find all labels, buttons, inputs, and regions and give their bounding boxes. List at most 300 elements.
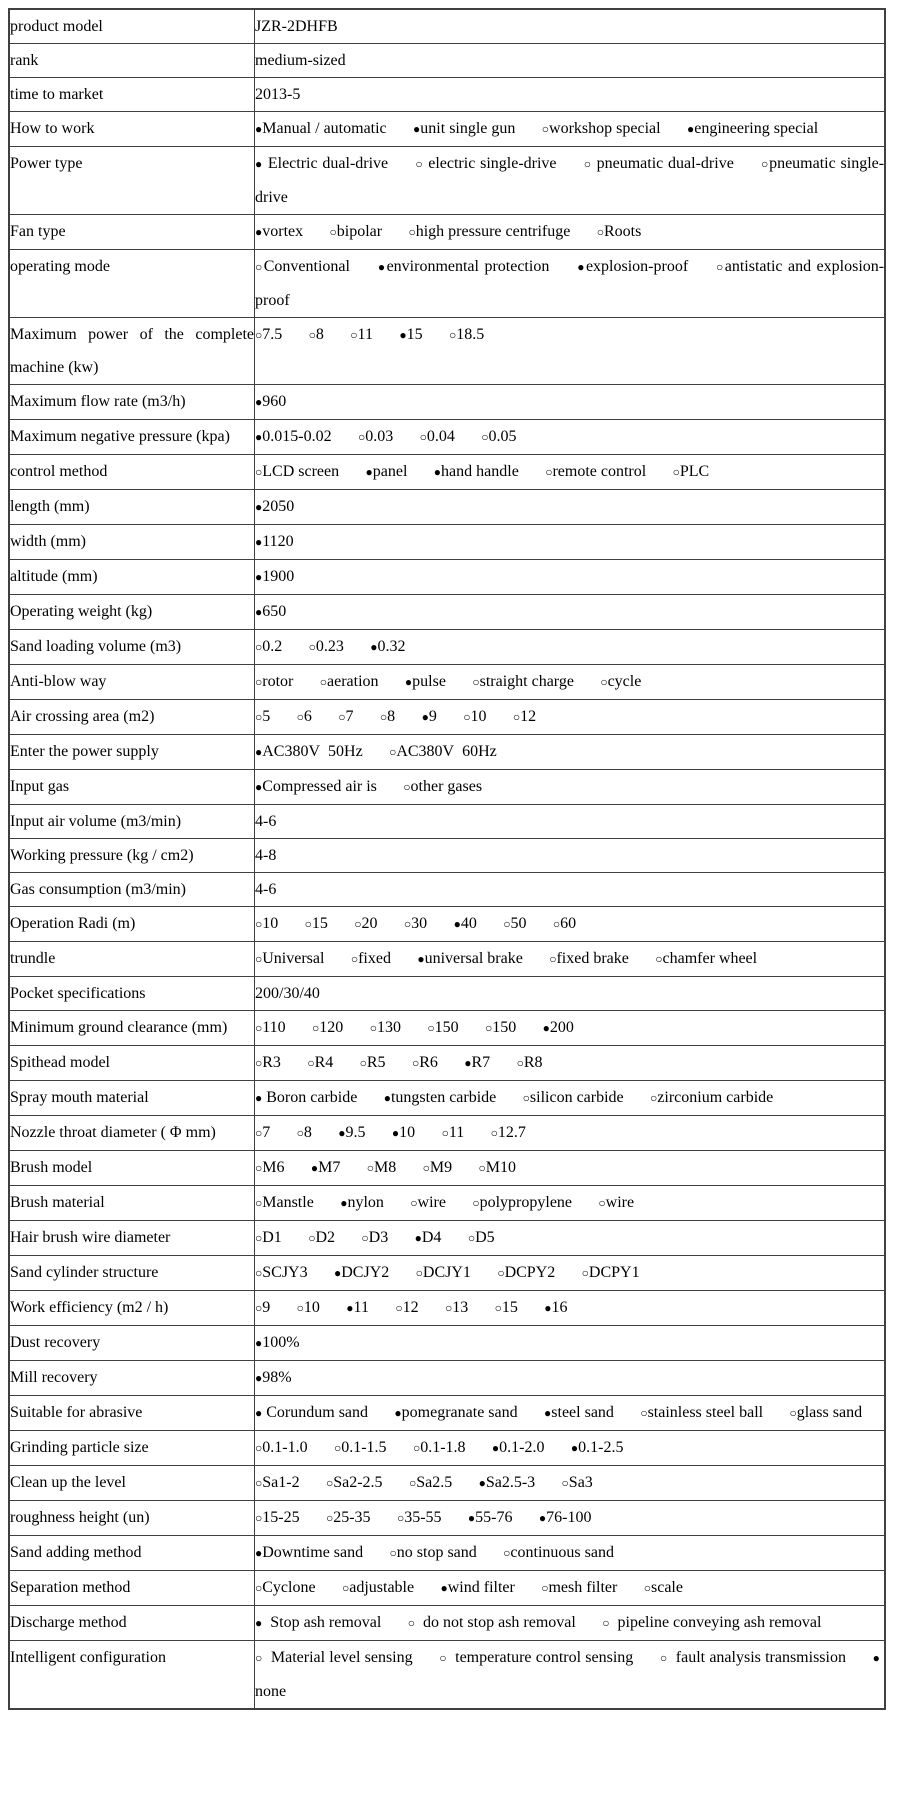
spec-value-cell [255,805,886,839]
table-row [9,1081,885,1116]
option-item [408,223,570,240]
option-label: Stop ash removal [262,1614,382,1631]
table-row [9,977,885,1011]
filled-bullet-icon: ● [255,1406,263,1420]
spec-value-cell [255,560,886,595]
spec-label-cell: Maximum power of the complete machine (kw) [9,318,255,385]
option-item [571,1439,624,1456]
option-item [358,428,393,445]
option-label: hand handle [441,463,519,480]
spec-label-cell: Maximum flow rate (m3/h) [9,385,255,420]
option-item [255,1614,381,1631]
spec-value-cell [255,1046,886,1081]
hollow-bullet-icon: ○ [602,1616,610,1630]
option-item [351,950,391,967]
filled-bullet-icon: ● [872,1651,881,1665]
table-row [9,1011,885,1046]
option-item [485,1019,516,1036]
option-label: Sa2-2.5 [333,1474,383,1491]
filled-bullet-icon: ● [255,1336,263,1350]
option-label: medium-sized [255,52,346,69]
option-item [416,1264,471,1281]
spec-value-cell [255,44,886,78]
spec-label-cell: Brush model [9,1151,255,1186]
option-item [255,950,324,967]
option-item [415,1229,442,1246]
option-label: 55-76 [475,1509,513,1526]
option-label: wire [605,1194,635,1211]
spec-value-cell [255,665,886,700]
table-row [9,595,885,630]
option-label: 5 [262,708,271,725]
hollow-bullet-icon: ○ [395,1301,403,1315]
hollow-bullet-icon: ○ [463,710,471,724]
option-item [255,86,300,103]
option-label: 0.23 [315,638,344,655]
filled-bullet-icon: ● [334,1266,342,1280]
hollow-bullet-icon: ○ [541,1581,549,1595]
option-label: 10 [303,1299,320,1316]
hollow-bullet-icon: ○ [659,1651,668,1665]
option-label: 0.2 [262,638,283,655]
option-label: fault analysis transmission [667,1649,846,1666]
hollow-bullet-icon: ○ [350,952,359,966]
hollow-bullet-icon: ○ [643,1581,651,1595]
hollow-bullet-icon: ○ [296,710,304,724]
option-item [412,1054,438,1071]
hollow-bullet-icon: ○ [255,328,263,342]
hollow-bullet-icon: ○ [255,1231,263,1245]
option-item [338,1124,365,1141]
table-row [9,1606,885,1641]
hollow-bullet-icon: ○ [325,1476,334,1490]
option-label: Roots [603,223,642,240]
option-label: temperature control sensing [446,1649,634,1666]
hollow-bullet-icon: ○ [307,1056,315,1070]
option-label: pomegranate sand [401,1404,518,1421]
spec-label-cell: altitude (mm) [9,560,255,595]
option-label: steel sand [551,1404,614,1421]
table-row [9,1186,885,1221]
spec-label-cell: Discharge method [9,1606,255,1641]
table-row [9,455,885,490]
hollow-bullet-icon: ○ [516,1056,524,1070]
spec-value-cell [255,215,886,250]
spec-value-cell [255,1221,886,1256]
option-item [378,258,550,275]
option-label: 13 [452,1299,469,1316]
filled-bullet-icon: ● [538,1511,547,1525]
option-item [503,1544,614,1561]
filled-bullet-icon: ● [570,1441,579,1455]
option-label: 25-35 [333,1509,371,1526]
option-item [255,568,294,585]
option-label: Electric dual-drive [263,155,389,172]
option-item [307,1054,333,1071]
option-item [255,1649,413,1666]
option-label: 0.1-1.0 [262,1439,308,1456]
option-label: 35-55 [404,1509,442,1526]
option-label: Sa3 [568,1474,593,1491]
option-item [541,1579,617,1596]
option-label: 76-100 [546,1509,592,1526]
spec-label-cell: Anti-blow way [9,665,255,700]
hollow-bullet-icon: ○ [490,1126,498,1140]
spec-value-cell [255,1361,886,1396]
table-row [9,112,885,147]
option-label: panel [372,463,408,480]
option-item [370,1019,401,1036]
table-row [9,1641,885,1710]
option-label: R5 [366,1054,386,1071]
filled-bullet-icon: ● [404,675,413,689]
filled-bullet-icon: ● [365,465,373,479]
option-item [389,743,497,760]
option-item [255,881,276,898]
filled-bullet-icon: ● [464,1056,472,1070]
filled-bullet-icon: ● [577,260,586,274]
table-row [9,1361,885,1396]
option-item [255,778,377,795]
filled-bullet-icon: ● [346,1301,354,1315]
option-item [410,1194,446,1211]
table-row [9,1396,885,1431]
spec-label-cell: product model [9,9,255,44]
option-label: 40 [460,915,477,932]
option-label: 0.04 [426,428,455,445]
table-row [9,1536,885,1571]
hollow-bullet-icon: ○ [596,225,604,239]
option-item [255,1159,284,1176]
option-label: tungsten carbide [390,1089,497,1106]
spec-value-cell [255,1641,886,1710]
hollow-bullet-icon: ○ [448,328,457,342]
option-item [687,120,818,137]
option-label: none [255,1649,885,1700]
option-label: Material level sensing [262,1649,413,1666]
option-label: unit single gun [420,120,516,137]
option-item [297,708,312,725]
option-item [255,638,282,655]
filled-bullet-icon: ● [544,1406,552,1420]
table-row [9,490,885,525]
spec-value-cell [255,942,886,977]
filled-bullet-icon: ● [338,1126,346,1140]
spec-label-cell: Input gas [9,770,255,805]
option-label: M6 [262,1159,285,1176]
spec-value-cell [255,1466,886,1501]
spec-label-cell: Enter the power supply [9,735,255,770]
spec-label-cell: Working pressure (kg / cm2) [9,839,255,873]
option-label: 9.5 [345,1124,366,1141]
table-row [9,1326,885,1361]
hollow-bullet-icon: ○ [333,1441,342,1455]
spec-value-cell [255,1501,886,1536]
option-item [255,223,303,240]
option-item [434,463,519,480]
option-item [255,915,278,932]
hollow-bullet-icon: ○ [484,1021,493,1035]
option-item [380,708,395,725]
hollow-bullet-icon: ○ [441,1126,449,1140]
spec-table [8,8,886,1710]
hollow-bullet-icon: ○ [255,1651,263,1665]
option-label: pipeline conveying ash removal [609,1614,822,1631]
option-item [255,708,270,725]
filled-bullet-icon: ● [255,500,263,514]
option-item [334,1264,389,1281]
option-label: engineering special [694,120,819,137]
option-label: JZR-2DHFB [255,18,338,35]
option-label: glass sand [796,1404,863,1421]
option-item [472,1194,572,1211]
spec-label-cell: Separation method [9,1571,255,1606]
spec-table-body [9,9,885,1709]
table-row [9,420,885,455]
filled-bullet-icon: ● [433,465,442,479]
option-label: no stop sand [396,1544,477,1561]
option-item [468,1229,495,1246]
option-item [415,155,556,172]
option-label: 12 [520,708,537,725]
option-item [367,1159,396,1176]
option-item [523,1089,624,1106]
option-item [655,950,757,967]
hollow-bullet-icon: ○ [407,1616,415,1630]
option-label: SCJY3 [262,1264,308,1281]
option-label: fixed brake [556,950,629,967]
filled-bullet-icon: ● [467,1511,476,1525]
filled-bullet-icon: ● [255,122,263,136]
table-row [9,560,885,595]
option-label: polypropylene [479,1194,573,1211]
hollow-bullet-icon: ○ [255,1581,263,1595]
option-item [255,326,282,343]
option-label: scale [650,1579,683,1596]
option-label: 15 [406,326,423,343]
table-row [9,1221,885,1256]
table-row [9,1501,885,1536]
spec-value-cell [255,1326,886,1361]
option-label: 130 [376,1019,401,1036]
option-item [463,708,486,725]
option-label: 30 [411,915,428,932]
option-label: other gases [410,778,483,795]
hollow-bullet-icon: ○ [304,917,312,931]
option-item [255,743,363,760]
option-label: remote control [552,463,647,480]
hollow-bullet-icon: ○ [472,675,480,689]
spec-label-cell: Sand loading volume (m3) [9,630,255,665]
hollow-bullet-icon: ○ [255,710,263,724]
option-label: M7 [318,1159,341,1176]
spec-label-cell: Spithead model [9,1046,255,1081]
option-label: 120 [319,1019,344,1036]
option-item [309,326,324,343]
hollow-bullet-icon: ○ [319,675,327,689]
spec-label-cell: control method [9,455,255,490]
option-label: 0.1-2.5 [578,1439,624,1456]
table-row [9,873,885,907]
option-item [413,120,515,137]
hollow-bullet-icon: ○ [494,1301,502,1315]
option-item [542,120,661,137]
option-label: 7 [262,1124,271,1141]
hollow-bullet-icon: ○ [672,465,680,479]
option-item [660,1649,846,1666]
spec-value-cell [255,147,886,215]
option-item [255,603,286,620]
option-item [479,1474,536,1491]
filled-bullet-icon: ● [440,1581,448,1595]
spec-label-cell: Input air volume (m3/min) [9,805,255,839]
filled-bullet-icon: ● [255,225,263,239]
option-label: 10 [399,1124,416,1141]
table-row [9,839,885,873]
option-label: fixed [358,950,391,967]
filled-bullet-icon: ● [453,917,461,931]
hollow-bullet-icon: ○ [427,1021,435,1035]
option-label: AC380V 50Hz [262,743,363,760]
hollow-bullet-icon: ○ [366,1161,374,1175]
spec-value-cell [255,455,886,490]
hollow-bullet-icon: ○ [255,1196,263,1210]
hollow-bullet-icon: ○ [545,465,553,479]
hollow-bullet-icon: ○ [408,225,416,239]
option-item [449,326,484,343]
hollow-bullet-icon: ○ [598,1196,606,1210]
spec-value-cell [255,250,886,318]
option-label: pulse [412,673,446,690]
option-label: 0.1-2.0 [499,1439,545,1456]
spec-label-cell: trundle [9,942,255,977]
filled-bullet-icon: ● [491,1441,500,1455]
option-label: 10 [470,708,487,725]
hollow-bullet-icon: ○ [549,952,557,966]
option-label: M8 [374,1159,397,1176]
filled-bullet-icon: ● [255,1091,263,1105]
option-label: 110 [262,1019,286,1036]
option-item [308,1229,335,1246]
table-row [9,1256,885,1291]
option-item [543,1019,574,1036]
option-label: adjustable [349,1579,415,1596]
spec-value-cell [255,839,886,873]
hollow-bullet-icon: ○ [522,1091,530,1105]
option-item [320,673,379,690]
option-label: 15-25 [262,1509,300,1526]
option-item [491,1124,526,1141]
option-item [409,1474,452,1491]
option-label: R3 [262,1054,281,1071]
option-label: explosion-proof [585,258,689,275]
option-label: vortex [262,223,304,240]
option-label: AC380V 60Hz [396,743,497,760]
option-label: high pressure centrifuge [415,223,571,240]
option-item [408,1614,576,1631]
spec-label-cell: Suitable for abrasive [9,1396,255,1431]
option-item [553,915,576,932]
hollow-bullet-icon: ○ [467,1231,476,1245]
option-item [342,1579,414,1596]
filled-bullet-icon: ● [421,710,429,724]
hollow-bullet-icon: ○ [581,1266,589,1280]
filled-bullet-icon: ● [478,1476,486,1490]
option-item [539,1509,592,1526]
option-item [395,1299,418,1316]
option-label: R7 [471,1054,491,1071]
spec-value-cell [255,1606,886,1641]
hollow-bullet-icon: ○ [312,1021,320,1035]
spec-value-cell [255,1081,886,1116]
table-row [9,9,885,44]
option-label: 15 [311,915,328,932]
spec-value-cell [255,112,886,147]
option-label: 4-6 [255,881,277,898]
option-label: 0.03 [365,428,394,445]
table-row [9,1116,885,1151]
option-item [789,1404,862,1421]
table-row [9,1291,885,1326]
option-label: Cyclone [262,1579,316,1596]
hollow-bullet-icon: ○ [541,122,550,136]
option-label: mesh filter [548,1579,618,1596]
spec-label-cell: time to market [9,78,255,112]
spec-value-cell [255,1536,886,1571]
option-item [255,393,286,410]
option-label: D5 [475,1229,495,1246]
option-label: D3 [368,1229,389,1246]
hollow-bullet-icon: ○ [503,1546,511,1560]
option-item [255,1439,308,1456]
option-item [255,1369,292,1386]
option-label: 0.1-1.5 [341,1439,387,1456]
option-item [397,1509,442,1526]
table-row [9,215,885,250]
option-label: 0.32 [377,638,406,655]
option-label: 2050 [262,498,295,515]
spec-value-cell [255,1256,886,1291]
option-item [350,326,373,343]
option-label: M10 [485,1159,516,1176]
option-item [650,1089,773,1106]
hollow-bullet-icon: ○ [716,260,725,274]
option-item [255,463,339,480]
option-item [255,1404,368,1421]
option-item [297,1299,320,1316]
filled-bullet-icon: ● [544,1301,552,1315]
table-row [9,1431,885,1466]
spec-value-cell [255,525,886,560]
option-item [562,1474,593,1491]
option-item [495,1299,518,1316]
option-item [354,915,377,932]
option-item [420,428,455,445]
option-label: 11 [448,1124,465,1141]
option-item [255,18,338,35]
option-label: Sa2.5 [416,1474,453,1491]
hollow-bullet-icon: ○ [408,1476,417,1490]
option-label: D4 [421,1229,442,1246]
option-label: 15 [501,1299,518,1316]
option-label: PLC [679,463,710,480]
hollow-bullet-icon: ○ [255,1301,263,1315]
spec-value-cell [255,770,886,805]
option-label: DCJY1 [422,1264,471,1281]
filled-bullet-icon: ● [370,640,378,654]
option-item [346,1299,369,1316]
filled-bullet-icon: ● [417,952,425,966]
